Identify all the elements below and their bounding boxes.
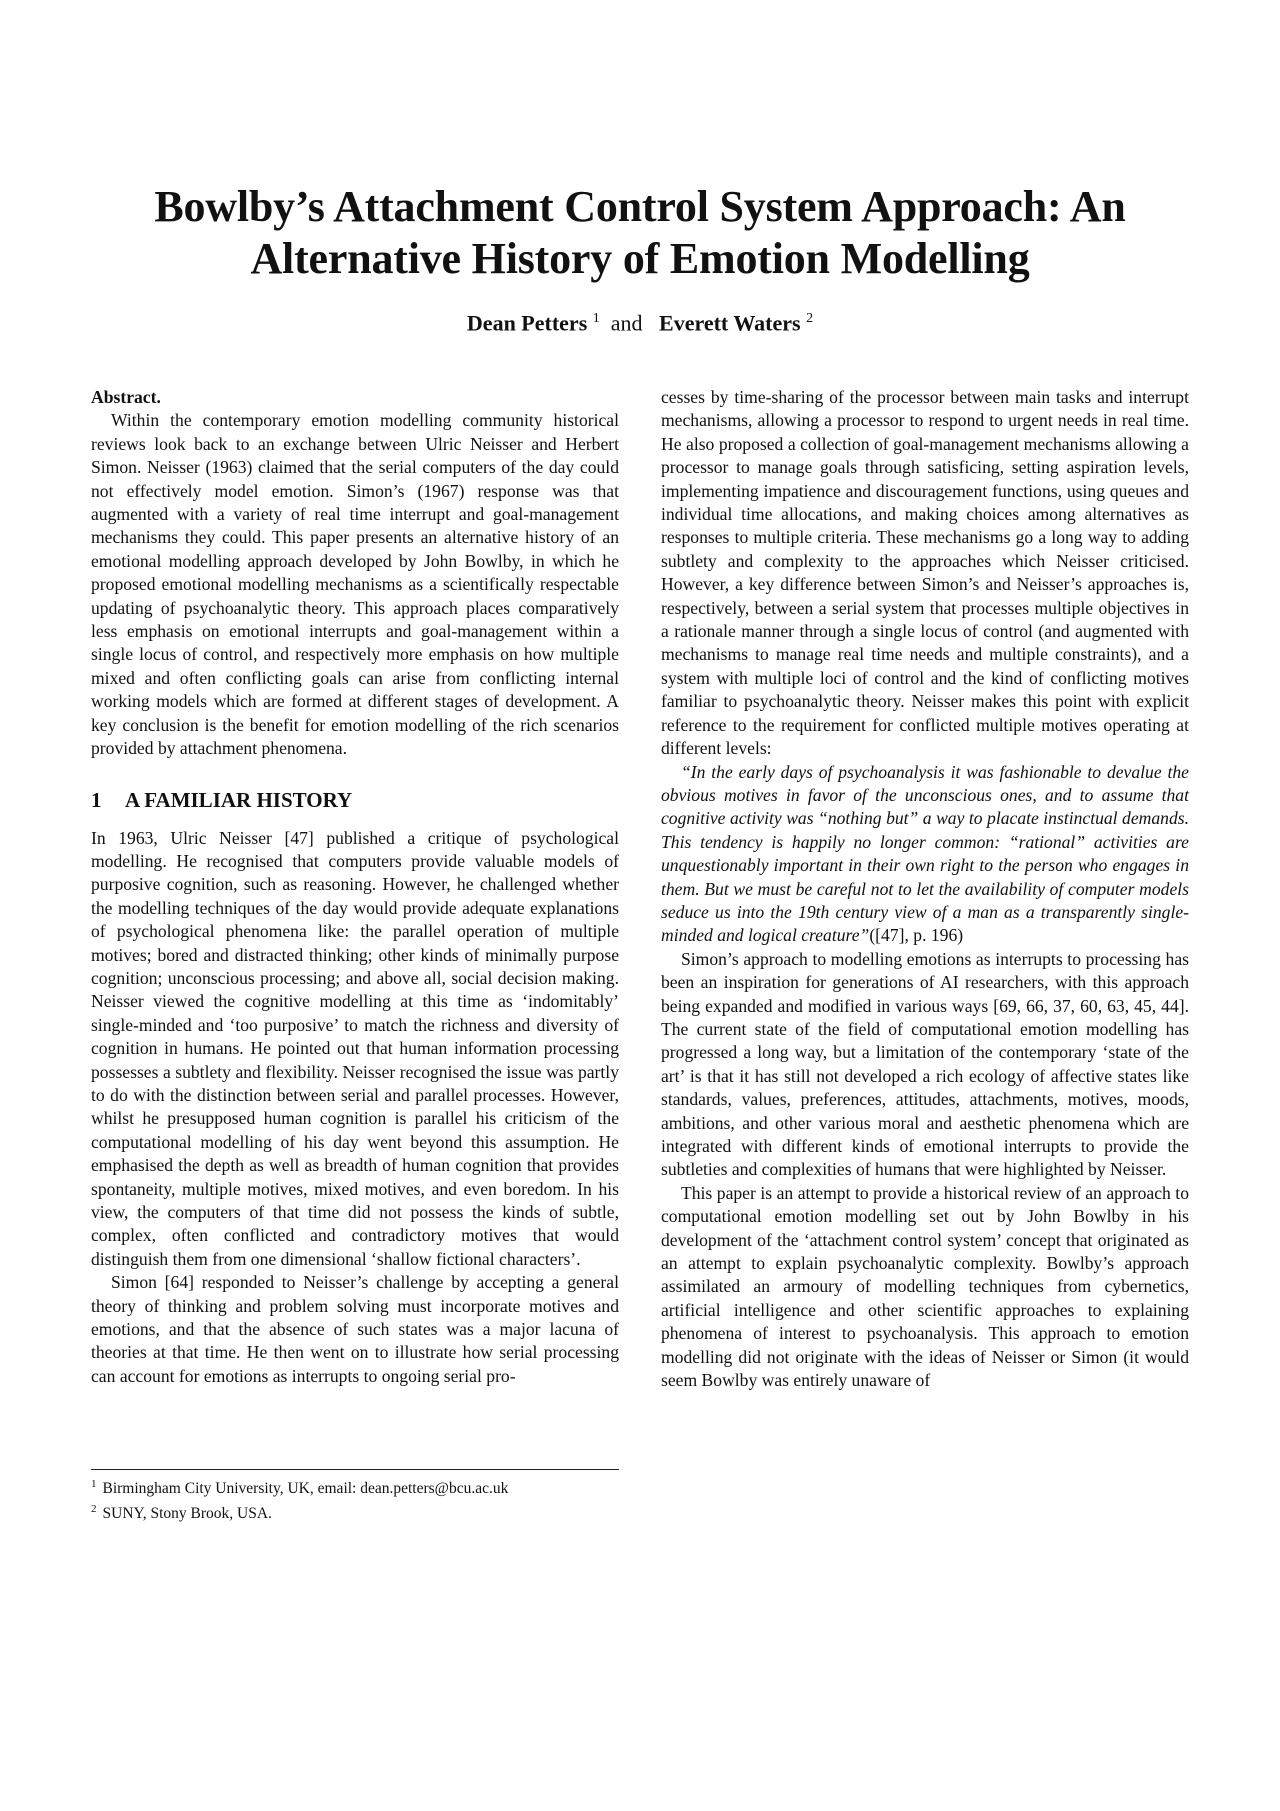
author-1-mark: 1: [592, 311, 600, 326]
footnote-rule: [91, 1469, 619, 1470]
author-line: [90, 305, 1190, 337]
section-1-paragraph-1: In 1963, Ulric Neisser [47] published a critique of psychological modelling. He recognised that computers provide valuable models of purposive cognition, such as reasoning. However, he challenged whether the modelling techniques of the day would provide adequate explanations of psychological phenomena like: the parallel operation of multiple motives; bored and distracted thinking; other kinds of minimally purpose cognition; unconscious processing; and above all, social decision making. Neisser viewed the cognitive modelling at this time as ‘indomitably’ single-minded and ‘too purposive’ to match the richness and diversity of cognition in humans. He pointed out that human information processing possesses a subtlety and flexibility. Neisser recognised the issue was partly to do with the distinction between serial and parallel processes. However, whilst he presupposed human cognition is parallel his criticism of the computational modelling of his day went beyond this assumption. He emphasised the depth as well as breadth of human cognition that provides spontaneity, multiple motives, mixed motives, and even boredom. In his view, the computers of that time did not possess the kinds of subtle, complex, often conflicted and contradictory motives that would distinguish them from one dimensional ‘shallow fictional characters’.: [91, 827, 619, 1269]
author-1-name: Dean Petters: [466, 310, 588, 336]
author-2-name: Everett Waters: [659, 310, 801, 336]
footnote-1-mark: 1: [91, 1478, 97, 1490]
neisser-quote-text: “In the early days of psychoanalysis it was fashionable to devalue the obvious motives in favor of the unconscious ones, and to assume that cognitive activity was “nothing but” a way to placate instinctual demands. This tendency is happily no longer common: “rational” activities are unquestionably important in their own right to the person who engages in them. But we must be careful not to let the availability of computer models seduce us into the 19th century view of a man as a transparently single-minded and logical creature”: [661, 761, 1189, 946]
author-conjunction: and: [610, 310, 643, 336]
section-1-paragraph-4: This paper is an attempt to provide a historical review of an approach to computational emotion modelling set out by John Bowlby in his development of the ‘attachment control system’ concept that originated as an attempt to explain psychoanalytic complexity. Bowlby’s approach assimilated an armoury of modelling techniques from cybernetics, artificial intelligence and other scientific approaches to explaining phenomena of interest to psychoanalysis. This approach to emotion modelling did not originate with the ideas of Neisser or Simon (it would seem Bowlby was entirely unaware of: [661, 1182, 1189, 1391]
neisser-quote-citation: ([47], p. 196): [869, 925, 964, 946]
section-1-heading: [91, 787, 619, 813]
neisser-quote: [661, 761, 1189, 948]
section-1-paragraph-3: Simon’s approach to modelling emotions as interrupts to processing has been an inspiration for generations of AI researchers, with this approach being expanded and modified in various ways [69, 66, 37, 60, 63, 45, 44]. The current state of the field of computational emotion modelling has progressed a long way, but a limitation of the contemporary ‘state of the art’ is that it has still not developed a rich ecology of affective states like standards, values, preferences, attitudes, attachments, motives, moods, ambitions, and other various moral and aesthetic phenomena which are integrated with different kinds of emotional interrupts to provide the subtleties and complexities of humans that were highlighted by Neisser.: [661, 948, 1189, 1180]
abstract-heading: Abstract.: [91, 387, 161, 407]
footnote-1: [91, 1474, 619, 1499]
footnote-2: [91, 1499, 619, 1524]
right-column: [661, 386, 1189, 1392]
abstract-text: Within the contemporary emotion modelling community historical reviews look back to an exchange between Ulric Neisser and Herbert Simon. Neisser (1963) claimed that the serial computers of the day could not effectively model emotion. Simon’s (1967) response was that augmented with a variety of real time interrupt and goal-management mechanisms they could. This paper presents an alternative history of an emotional modelling approach developed by John Bowlby, in which he proposed emotional modelling mechanisms as a scientifically respectable updating of psychoanalytic theory. This approach places comparatively less emphasis on emotional interrupts and goal-management within a single locus of control, and respectively more emphasis on how multiple mixed and often conflicting goals can arise from conflicting internal working models which are formed at different stages of development. A key conclusion is the benefit for emotion modelling of the rich scenarios provided by attachment phenomena.: [91, 410, 619, 759]
section-1-title: A FAMILIAR HISTORY: [125, 787, 353, 812]
footnote-2-mark: 2: [91, 1503, 97, 1516]
section-1-paragraph-2-continued: cesses by time-sharing of the processor between main tasks and interrupt mechanisms, allowing a processor to respond to urgent needs in real time. He also proposed a collection of goal-management mechanisms allowing a processor to manage goals through satisficing, setting aspiration levels, implementing impatience and discouragement functions, using queues and individual time allocations, and making choices among alternatives as responses to multiple criteria. These mechanisms go a long way to adding subtlety and complexity to the approaches which Neisser criticised. However, a key difference between Simon’s and Neisser’s approaches is, respectively, between a serial system that processes multiple objectives in a rationale manner through a single locus of control (and augmented with mechanisms to manage real time needs and multiple constraints), and a system with multiple loci of control and the kind of conflicting motives familiar to psychoanalytic theory. Neisser makes this point with explicit reference to the requirement for conflicted multiple motives operating at different levels:: [661, 387, 1189, 759]
footnote-2-text: SUNY, Stony Brook, USA.: [102, 1505, 272, 1523]
footnotes: [91, 1469, 619, 1524]
paper-title: Bowlby’s Attachment Control System Approach: An Alternative History of Emotion Modelling: [154, 182, 1126, 283]
section-1-number: 1: [91, 787, 102, 812]
left-column: [91, 386, 619, 1388]
section-1-paragraph-2-start: Simon [64] responded to Neisser’s challenge by accepting a general theory of thinking and problem solving must incorporate motives and emotions, and that the absence of such states was a major lacuna of theories at that time. He then went on to illustrate how serial processing can account for emotions as interrupts to ongoing serial pro-: [91, 1272, 619, 1386]
footnote-1-text: Birmingham City University, UK, email: dean.petters@bcu.ac.uk: [102, 1480, 509, 1498]
author-2-mark: 2: [806, 311, 814, 326]
